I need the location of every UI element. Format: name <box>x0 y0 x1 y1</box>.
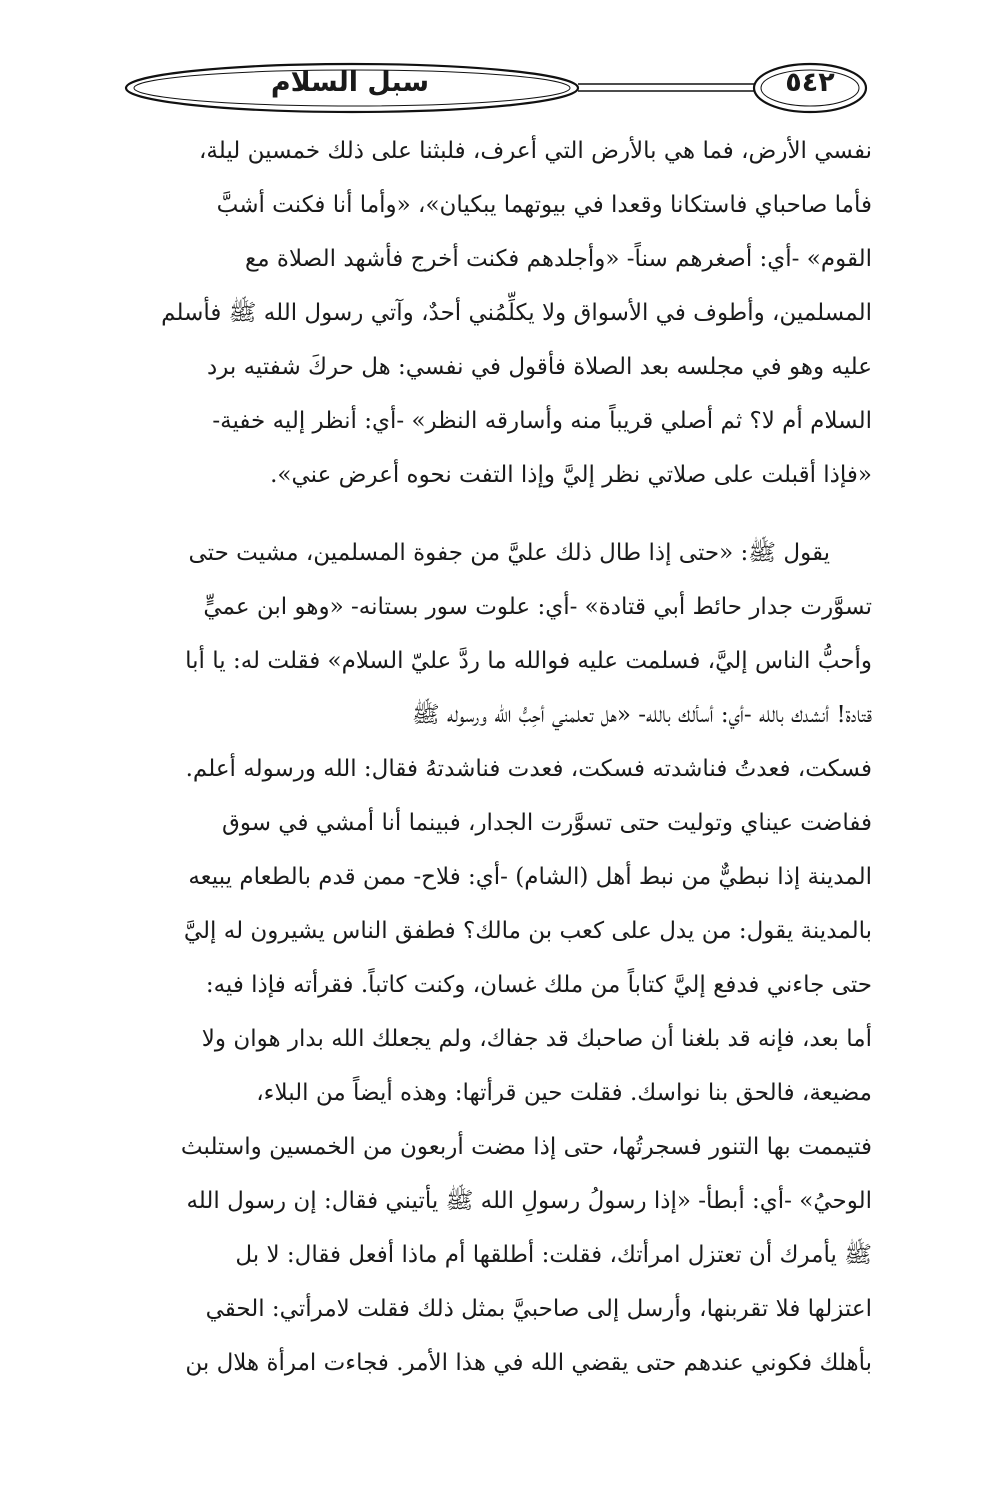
page-body <box>120 124 872 1390</box>
text-line: «فإذا أقبلت على صلاتي نظر إليَّ وإذا التفت نحوه أعرض عني». <box>270 462 872 488</box>
paragraph-1 <box>120 124 872 502</box>
page-number: ٥٤٢ <box>785 67 835 98</box>
text-line: فسكت، فعدتُ فناشدته فسكت، فعدت فناشدتهُ فقال: الله ورسوله أعلم. <box>185 756 872 782</box>
text-line: المسلمين، وأطوف في الأسواق ولا يكلِّمُني أحدٌ، وآتي رسول الله ﷺ فأسلم <box>161 300 872 326</box>
text-line: ففاضت عيناي وتوليت حتى تسوَّرت الجدار، فبينما أنا أمشي في سوق <box>221 810 872 836</box>
text-line: بأهلك فكوني عندهم حتى يقضي الله في هذا الأمر. فجاءت امرأة هلال بن <box>185 1350 872 1376</box>
text-line: أما بعد، فإنه قد بلغنا أن صاحبك قد جفاك، ولم يجعلك الله بدار هوان ولا <box>201 1026 872 1052</box>
paragraph-gap <box>120 502 872 526</box>
paragraph-2 <box>120 526 872 1390</box>
text-line: مضيعة، فالحق بنا نواسك. فقلت حين قرأتها: وهذه أيضاً من البلاء، <box>256 1080 872 1106</box>
text-line: حتى جاءني فدفع إليَّ كتاباً من ملك غسان، وكنت كاتباً. فقرأته فإذا فيه: <box>205 972 872 998</box>
text-line: بالمدينة يقول: من يدل على كعب بن مالك؟ فطفق الناس يشيرون له إليَّ <box>183 918 872 944</box>
text-line: فتيممت بها التنور فسجرتُها، حتى إذا مضت أربعون من الخمسين واستلبث <box>180 1134 872 1160</box>
text-line: عليه وهو في مجلسه بعد الصلاة فأقول في نفسي: هل حركَ شفتيه برد <box>206 354 872 380</box>
header-title: سبل السلام <box>270 67 430 98</box>
text-line: وأحبُّ الناس إليَّ، فسلمت عليه فوالله ما ردَّ عليّ السلام» فقلت له: يا أبا <box>185 648 872 674</box>
text-line: السلام أم لا؟ ثم أصلي قريباً منه وأسارقه النظر» -أي: أنظر إليه خفية- <box>212 408 872 434</box>
text-line: المدينة إذا نبطيٌّ من نبط أهل (الشام) -أي: فلاح- ممن قدم بالطعام يبيعه <box>188 864 872 890</box>
text-line: نفسي الأرض، فما هي بالأرض التي أعرف، فلبثنا على ذلك خمسين ليلة، <box>199 138 872 164</box>
text-line: ﷺ يأمرك أن تعتزل امرأتك، فقلت: أطلقها أم ماذا أفعل فقال: لا بل <box>235 1242 872 1268</box>
text-line: تسوَّرت جدار حائط أبي قتادة» -أي: علوت سور بستانه- «وهو ابن عميٍّ <box>203 594 872 620</box>
text-line: فأما صاحباي فاستكانا وقعدا في بيوتهما يبكيان»، «وأما أنا فكنت أشبَّ <box>216 192 872 218</box>
text-line: القوم» -أي: أصغرهم سناً- «وأجلدهم فكنت أخرج فأشهد الصلاة مع <box>245 246 872 272</box>
text-line: قتادة! أنشدك بالله -أي: أسألك بالله- «هل تعلمني أحِبُّ الله ورسوله ﷺ <box>411 702 872 728</box>
text-line: اعتزلها فلا تقربنها، وأرسل إلى صاحبيَّ بمثل ذلك فقلت لامرأتي: الحقي <box>205 1296 872 1322</box>
text-line: يقول ﷺ: «حتى إذا طال ذلك عليَّ من جفوة المسلمين، مشيت حتى <box>188 540 830 566</box>
text-line: الوحيُ» -أي: أبطأ- «إذا رسولُ رسولِ الله ﷺ يأتيني فقال: إن رسول الله <box>186 1188 872 1214</box>
running-header <box>120 58 872 118</box>
